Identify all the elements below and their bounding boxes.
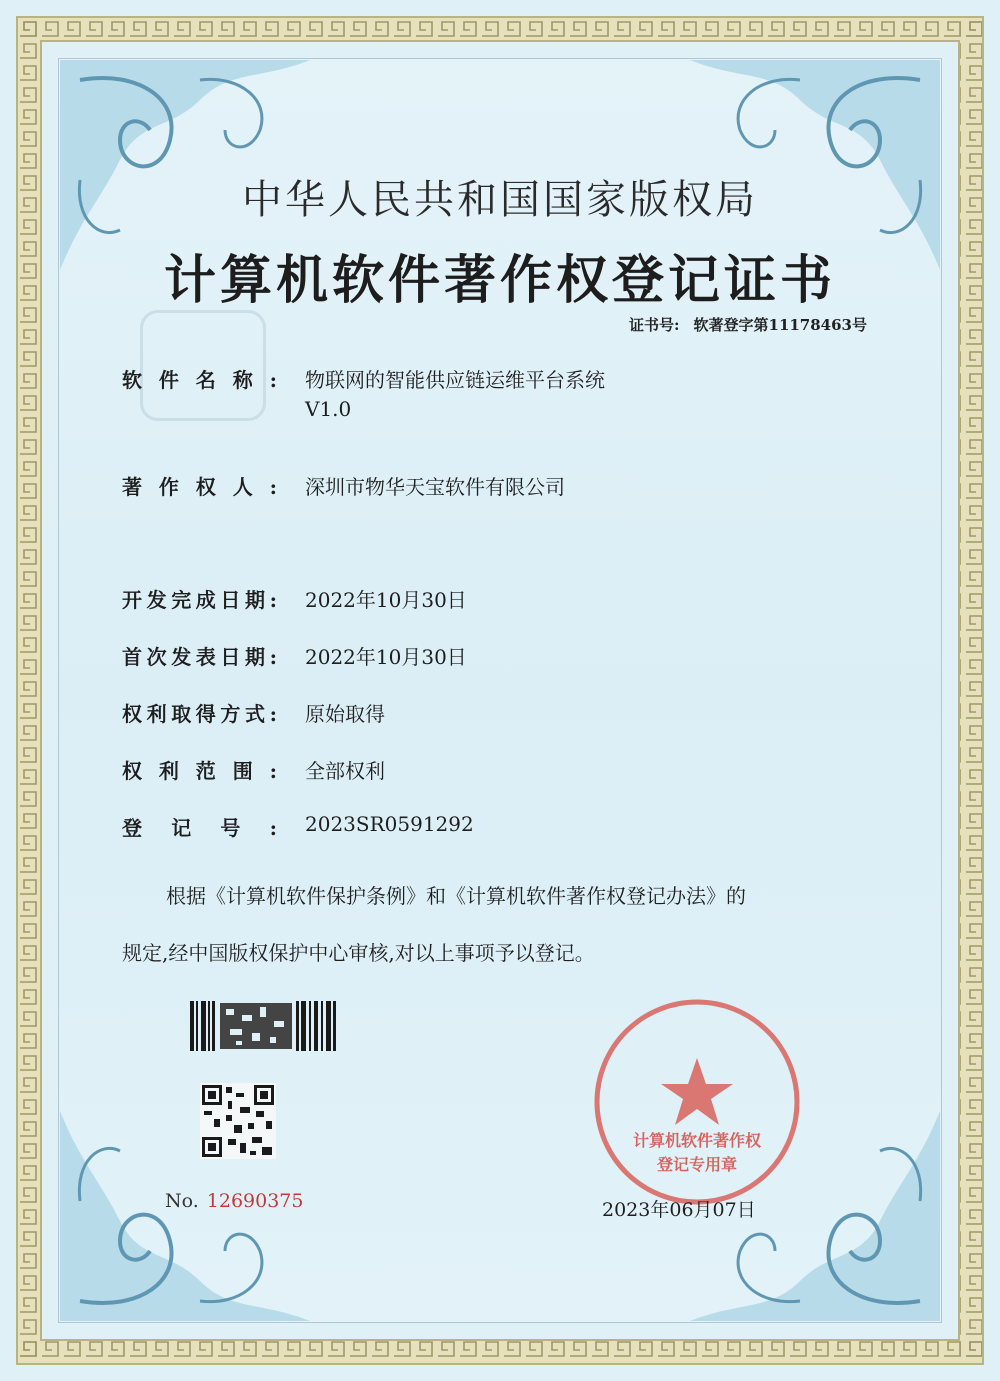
field-owner [122, 471, 565, 500]
field-value: 深圳市物华天宝软件有限公司 [305, 475, 565, 499]
serial-value: 12690375 [206, 1190, 304, 1212]
field-value: 2022年10月30日 [305, 645, 467, 669]
field-label: 权利取得方式: [122, 702, 277, 726]
seal-line-2: 登记专用章 [656, 1155, 737, 1174]
field-label: 软件名称: [122, 368, 277, 392]
field-value: 2022年10月30日 [305, 588, 467, 612]
field-value: 原始取得 [305, 702, 385, 726]
field-scope [122, 755, 385, 784]
certificate-title: 计算机软件著作权登记证书 [163, 251, 836, 311]
statement-line-2: 规定,经中国版权保护中心审核,对以上事项予以登记。 [122, 941, 595, 965]
field-dev-date [122, 584, 467, 613]
field-value [305, 364, 605, 421]
certificate-number [629, 314, 867, 335]
statement-line-1: 根据《计算机软件保护条例》和《计算机软件著作权登记办法》的 [166, 884, 746, 908]
field-pub-date [122, 641, 467, 670]
serial-prefix: No. [165, 1190, 199, 1212]
qr-code-icon [200, 1083, 276, 1159]
seal-line-1: 计算机软件著作权 [632, 1131, 761, 1150]
field-label: 首次发表日期: [122, 645, 277, 669]
field-software-name [122, 364, 605, 421]
certificate-number-value: 软著登字第11178463号 [693, 316, 867, 334]
certificate-number-label: 证书号: [628, 316, 680, 334]
field-acquire [122, 698, 385, 727]
authority-title: 中华人民共和国国家版权局 [242, 177, 758, 223]
software-version: V1.0 [305, 397, 352, 421]
software-name-value: 物联网的智能供应链运维平台系统 [305, 368, 605, 392]
serial-number [165, 1190, 304, 1212]
field-label: 登记号: [122, 816, 277, 840]
field-label: 开发完成日期: [122, 588, 277, 612]
field-value: 2023SR0591292 [305, 812, 474, 836]
field-label: 著作权人: [122, 475, 277, 499]
field-value: 全部权利 [305, 759, 385, 783]
issue-date: 2023年06月07日 [602, 1199, 756, 1221]
barcode-icon [190, 1001, 336, 1051]
field-reg-no [122, 812, 474, 841]
field-label: 权利范围: [122, 759, 277, 783]
